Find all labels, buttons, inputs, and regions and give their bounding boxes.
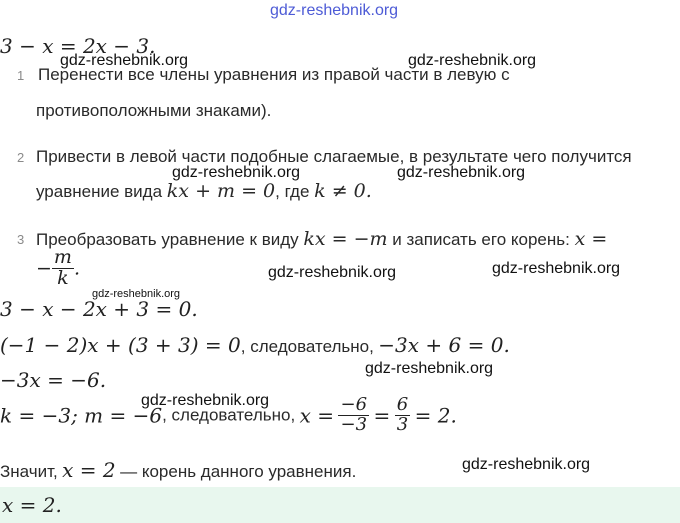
solution-fraction-1 <box>338 396 369 435</box>
step-2-math: kx + m = 0 <box>166 180 276 202</box>
solution-line-4: k = −3; m = −6, следовательно, x = $\frac{-6}{-3}$ = $\frac{6}{3}$ = 2. <box>0 394 457 435</box>
watermark: gdz-reshebnik.org <box>365 360 494 377</box>
step-3-fraction-line: − $\frac{m}{k}$ . <box>36 246 80 289</box>
answer-box <box>0 487 680 523</box>
watermark: gdz-reshebnik.org <box>462 456 591 473</box>
solution-line-2-math2: −3x + 6 = 0. <box>378 333 510 357</box>
solution-line-4-end: = 2. <box>414 403 457 428</box>
step-2-text-line1: Привести в левой части подобные слагаемые, в результате чего получится <box>36 147 632 166</box>
watermark-top: gdz-reshebnik.org <box>270 2 399 19</box>
step-3-math: kx = −m <box>303 228 388 250</box>
step-3-text-mid: и записать его корень: <box>392 230 570 249</box>
solution-line-2 <box>0 333 510 357</box>
solution-fraction-2 <box>395 396 410 435</box>
watermark: gdz-reshebnik.org <box>141 392 270 409</box>
step-3-frac-den: k <box>57 266 69 289</box>
solution-frac1-den: −3 <box>340 413 368 435</box>
solution-line-3: −3x = −6. <box>0 368 107 392</box>
step-3-text-pre: Преобразовать уравнение к виду <box>36 230 299 249</box>
conclusion-pre: Значит, <box>0 462 58 481</box>
solution-line-4-x: x = <box>299 403 335 428</box>
solution-frac2-num: 6 <box>396 394 409 415</box>
step-2-text-mid: , где <box>275 182 310 201</box>
step-3-math2: x = <box>574 228 608 250</box>
step-3-text-line1 <box>36 228 607 250</box>
step-2-text-line2 <box>36 180 372 202</box>
answer: x = 2. <box>2 493 62 517</box>
equation: 3 − x = 2x − 3. <box>0 34 156 58</box>
watermark: gdz-reshebnik.org <box>60 52 189 69</box>
watermark-small: gdz-reshebnik.org <box>92 288 181 300</box>
step-3-fraction <box>52 248 74 289</box>
solution-frac2-den: 3 <box>396 413 409 435</box>
step-2-text-pre: уравнение вида <box>36 182 163 201</box>
solution-line-1: 3 − x − 2x + 3 = 0. <box>0 297 198 321</box>
solution-line-2-math: (−1 − 2)x + (3 + 3) = 0 <box>0 333 241 357</box>
step-1-text-line2: противоположными знаками). <box>36 101 272 120</box>
solution-frac1-num: −6 <box>340 394 368 415</box>
step-3-frac-num: m <box>53 246 72 268</box>
conclusion-text: — корень данного уравнения. <box>120 462 357 481</box>
step-1-number: 1 <box>17 68 25 83</box>
watermark: gdz-reshebnik.org <box>397 164 526 181</box>
conclusion-math: x = 2 <box>62 458 116 482</box>
step-1-text-line1: Перенести все члены уравнения из правой части в левую с <box>38 65 510 84</box>
watermark: gdz-reshebnik.org <box>408 52 537 69</box>
conclusion <box>0 458 356 482</box>
solution-line-2-text: , следовательно, <box>240 337 374 356</box>
solution-line-4-text: , следовательно, <box>162 405 296 425</box>
step-2-math2: k ≠ 0. <box>314 180 372 202</box>
watermark: gdz-reshebnik.org <box>172 164 301 181</box>
step-2-number: 2 <box>17 150 25 165</box>
step-3-number: 3 <box>17 232 25 247</box>
watermark: gdz-reshebnik.org <box>492 260 621 277</box>
solution-line-4-math: k = −3; m = −6 <box>0 403 163 428</box>
watermark: gdz-reshebnik.org <box>268 264 397 281</box>
